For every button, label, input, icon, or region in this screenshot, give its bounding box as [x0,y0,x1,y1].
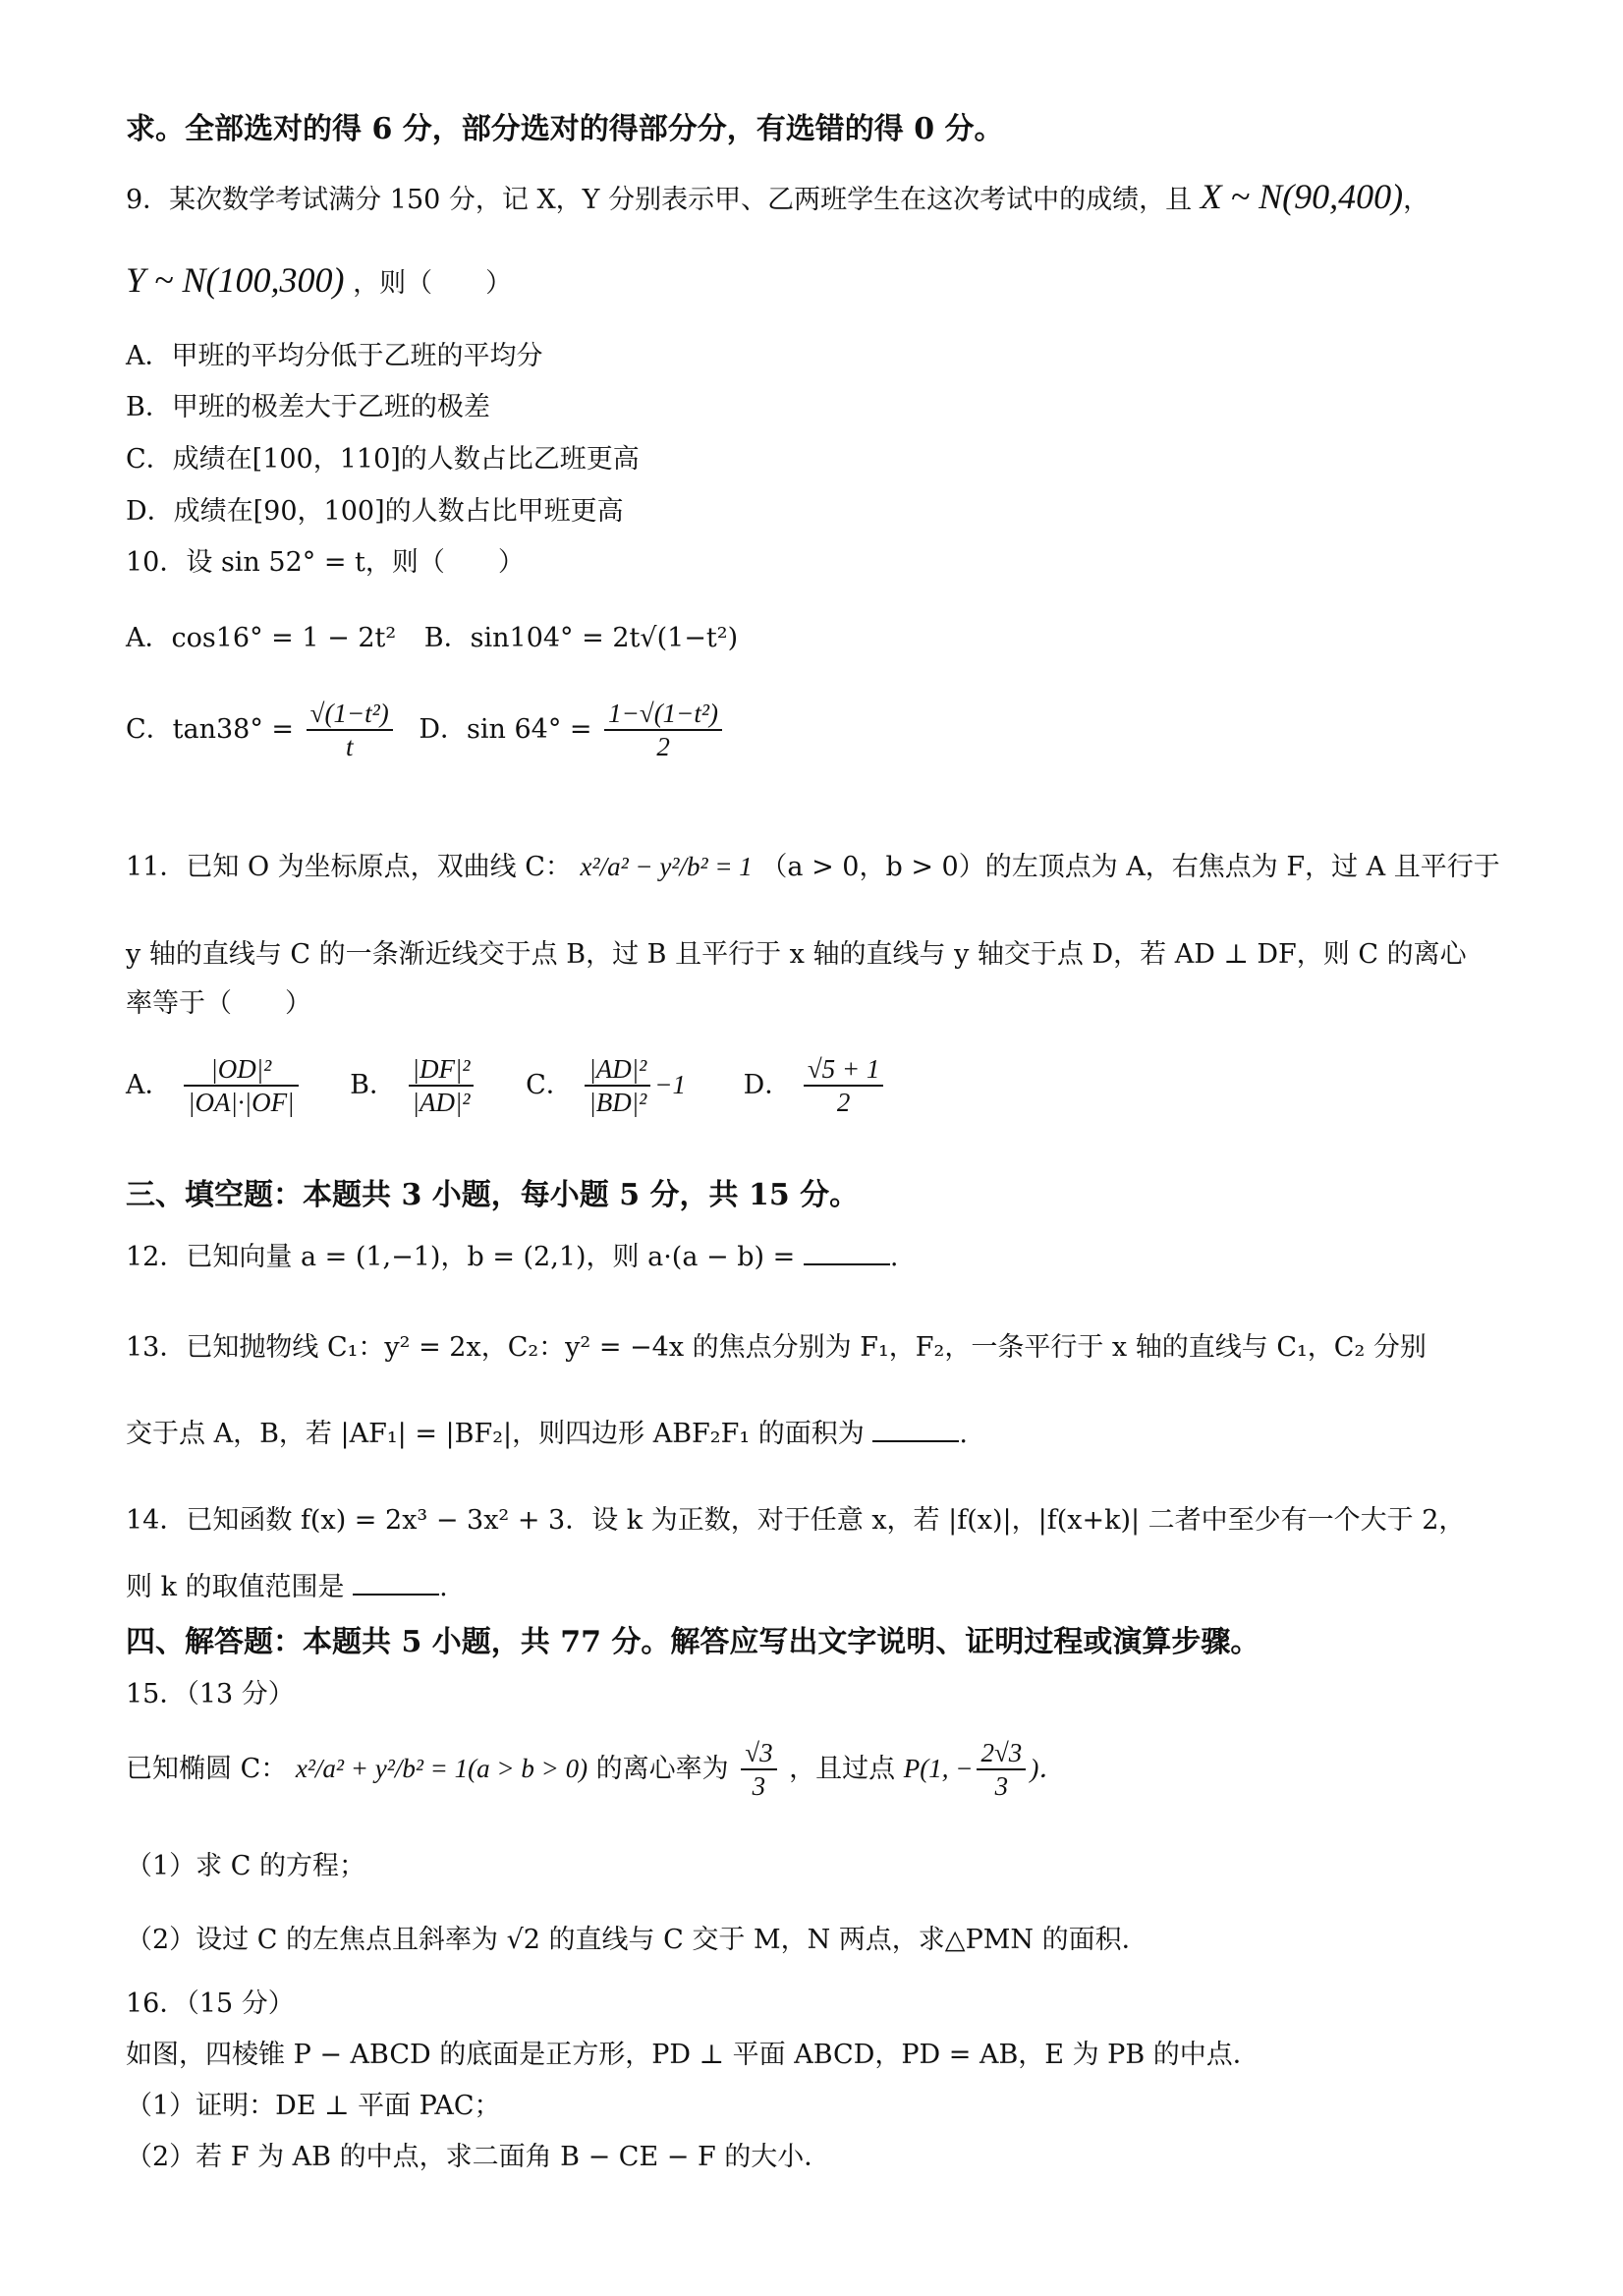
q9-dist-x: X ~ N(90,400) [1200,177,1404,216]
q11-options [126,1053,887,1119]
q13-line1: 13．已知抛物线 C₁：y² = 2x，C₂：y² = −4x 的焦点分别为 F₁，F₂，一条平行于 x 轴的直线与 C₁，C₂ 分别 [126,1332,1427,1363]
q12-text: 12．已知向量 a = (1,−1)，b = (2,1)，则 a·(a − b) = [126,1242,796,1272]
q9-dist-y: Y ~ N(100,300) [126,260,345,300]
q15-part2: （2）设过 C 的左焦点且斜率为 √2 的直线与 C 交于 M，N 两点，求△PMN 的面积． [126,1925,1148,1955]
q11-stem-line2: y 轴的直线与 C 的一条渐近线交于点 B，过 B 且平行于 x 轴的直线与 y 轴交于点 D，若 AD ⊥ DF，则 C 的离心 [126,939,1467,970]
q15-ecc-denominator: 3 [752,1771,766,1802]
q10-d-denominator: 2 [656,732,670,762]
section-3-heading: 三、填空题：本题共 3 小题，每小题 5 分，共 15 分。 [126,1178,860,1212]
q9-option-c: C．成绩在[100，110]的人数占比乙班更高 [126,444,640,475]
q15-point-prefix: P(1, − [903,1753,974,1783]
q15-point-text: ，且过点 [789,1753,896,1784]
q15-ellipse-equation: x²/a² + y²/b² = 1(a > b > 0) [295,1753,588,1783]
q13-line2: 交于点 A，B，若 |AF₁| = |BF₂|，则四边形 ABF₂F₁ 的面积为 . [126,1415,968,1454]
q16-part2: （2）若 F 为 AB 的中点，求二面角 B − CE − F 的大小． [126,2142,831,2172]
q15-ecc-text: 的离心率为 [595,1753,729,1784]
q11-stem-text: 11．已知 O 为坐标原点，双曲线 C： [126,852,572,882]
q11-hyperbola-equation: x²/a² − y²/b² = 1 [580,852,753,881]
q11-b-numerator: |DF|² [409,1053,475,1087]
q10-options-cd [126,698,726,763]
q14-answer-blank[interactable] [353,1568,439,1596]
q11-a-numerator: |OD|² [184,1053,298,1087]
q11-option-b-label: B． [350,1069,396,1100]
q16-part1: （1）证明：DE ⊥ 平面 PAC； [126,2091,501,2121]
q11-conditions: （a > 0，b > 0）的左顶点为 A，右焦点为 F，过 A 且平行于 [760,852,1500,882]
q13-line2-text: 交于点 A，B，若 |AF₁| = |BF₂|，则四边形 ABF₂F₁ 的面积为 [126,1419,865,1449]
q11-c-denominator: |BD|² [588,1088,647,1118]
q10-option-d-label: D．sin 64° = [419,713,592,745]
q15-stem-text: 已知椭圆 C： [126,1753,288,1784]
q15-point-denominator: 3 [994,1771,1009,1802]
q10-option-b: B．sin104° = 2t√(1−t²) [423,623,739,653]
q16-heading: 16．（15 分） [126,1988,295,2019]
q14-line1: 14．已知函数 f(x) = 2x³ − 3x² + 3．设 k 为正数，对于任意 x，若 |f(x)|，|f(x+k)| 二者中至少有一个大于 2， [126,1505,1466,1536]
q9-option-b: B．甲班的极差大于乙班的极差 [126,392,490,422]
q11-a-denominator: |OA|·|OF| [188,1088,295,1118]
q11-b-denominator: |AD|² [412,1088,471,1118]
q11-stem-line1 [126,847,1500,887]
q10-c-denominator: t [345,732,354,762]
q11-option-c-label: C． [526,1069,573,1100]
q9-stem-text: 9．某次数学考试满分 150 分，记 X，Y 分别表示甲、乙两班学生在这次考试中的成绩，且 [126,185,1193,215]
q15-stem [126,1737,1065,1803]
q14-line2-text: 则 k 的取值范围是 [126,1572,345,1602]
q11-c-numerator: |AD|² [585,1053,650,1087]
q9-option-d: D．成绩在[90，100]的人数占比甲班更高 [126,496,624,527]
q11-option-c-fraction [585,1053,650,1119]
q10-stem: 10．设 sin 52° = t，则（ ） [126,547,525,578]
q10-options-ab [126,619,757,658]
q12: 12．已知向量 a = (1,−1)，b = (2,1)，则 a·(a − b) = . [126,1238,898,1277]
q10-option-a: A．cos16° = 1 − 2t² [126,623,397,653]
q10-option-c-fraction [307,698,393,763]
q10-d-numerator: 1−√(1−t²) [604,698,722,731]
q9-stem-tail: ，则（ ） [353,268,513,299]
q15-heading: 15．（13 分） [126,1679,295,1709]
q15-eccentricity-fraction [741,1737,776,1803]
q10-option-d-fraction [604,698,722,763]
q9-option-a: A．甲班的平均分低于乙班的平均分 [126,341,543,371]
q15-point-numerator: 2√3 [977,1737,1026,1770]
q11-d-denominator: 2 [836,1088,851,1118]
q11-c-tail: −1 [654,1069,687,1099]
q14-line2: 则 k 的取值范围是 . [126,1568,448,1607]
q13-answer-blank[interactable] [872,1415,959,1442]
q15-ecc-numerator: √3 [741,1737,776,1770]
section-instructions-tail: 求。全部选对的得 6 分，部分选对的得部分分，有选错的得 0 分。 [126,112,1004,146]
q15-part1: （1）求 C 的方程； [126,1851,366,1881]
q10-c-numerator: √(1−t²) [307,698,393,731]
q11-option-d-fraction [804,1053,884,1119]
q10-option-c-label: C．tan38° = [126,713,295,745]
q11-d-numerator: √5 + 1 [804,1053,884,1087]
q9-stem-line1: 9．某次数学考试满分 150 分，记 X，Y 分别表示甲、乙两班学生在这次考试中的成绩，且 X ~ N(90,400)， [126,177,1430,216]
q11-option-d-label: D． [743,1069,792,1100]
section-4-heading: 四、解答题：本题共 5 小题，共 77 分。解答应写出文字说明、证明过程或演算步骤。 [126,1625,1260,1659]
q15-point-suffix: )． [1030,1753,1066,1783]
q16-stem: 如图，四棱锥 P − ABCD 的底面是正方形，PD ⊥ 平面 ABCD，PD = AB，E 为 PB 的中点． [126,2040,1259,2070]
q11-option-a-label: A． [126,1069,172,1100]
q11-stem-line3: 率等于（ ） [126,988,311,1019]
q11-option-a-fraction [184,1053,298,1119]
q12-answer-blank[interactable] [804,1238,890,1265]
q11-option-b-fraction [409,1053,475,1119]
q15-point-fraction [977,1737,1026,1803]
q9-stem-line2 [126,260,512,304]
